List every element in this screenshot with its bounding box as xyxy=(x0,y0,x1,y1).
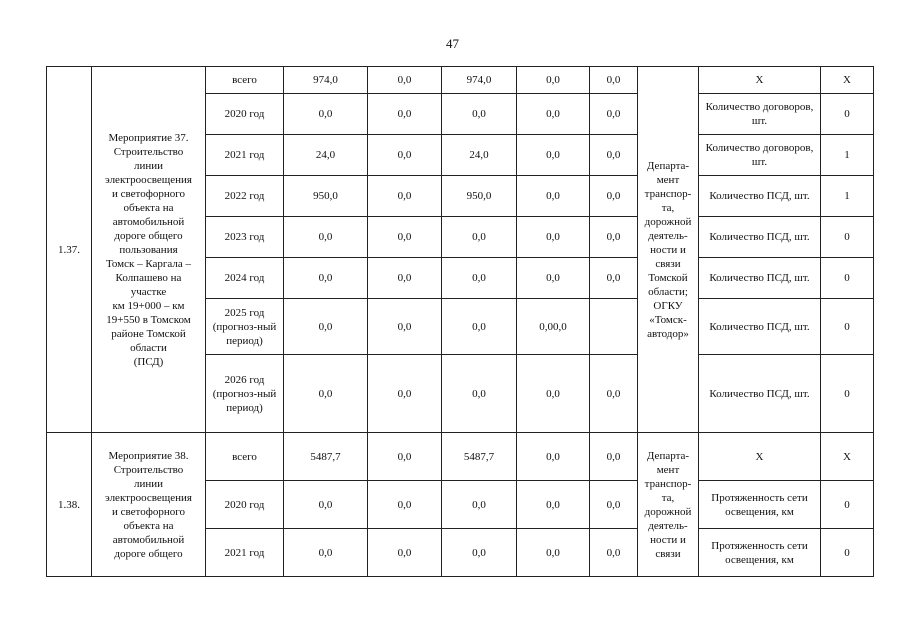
description-line: объекта на xyxy=(123,201,174,214)
local-funding: 0,0 xyxy=(517,135,590,176)
executor-line: ности и xyxy=(650,243,686,256)
indicator-value: 0 xyxy=(821,94,874,135)
regional-funding: 0,0 xyxy=(442,94,517,135)
regional-funding: 0,0 xyxy=(442,355,517,433)
table-body xyxy=(47,67,874,577)
other-funding: 0,0 xyxy=(590,481,638,529)
indicator-name: Количество договоров, шт. xyxy=(699,94,821,135)
total-funding: 24,0 xyxy=(284,135,368,176)
description-line: дороге общего xyxy=(114,229,183,242)
executor-line: мент xyxy=(656,173,680,186)
executor xyxy=(638,67,699,433)
federal-funding: 0,0 xyxy=(368,299,442,355)
description-line: автомобильной xyxy=(112,533,185,546)
indicator-value: 0 xyxy=(821,355,874,433)
period-cell: 2021 год xyxy=(206,135,284,176)
other-funding: 0,0 xyxy=(590,67,638,94)
description-line: пользования xyxy=(119,243,178,256)
federal-funding: 0,0 xyxy=(368,94,442,135)
executor-line: дорожной xyxy=(644,505,692,518)
regional-funding: 0,0 xyxy=(442,217,517,258)
description-line: и светофорного xyxy=(112,187,185,200)
other-funding: 0,0 xyxy=(590,94,638,135)
description-line: районе Томской xyxy=(111,327,186,340)
other-funding: 0,0 xyxy=(590,529,638,577)
description-line: Томск – Каргала – xyxy=(105,257,192,270)
measure-description xyxy=(92,433,206,577)
period-cell: 2022 год xyxy=(206,176,284,217)
regional-funding: 950,0 xyxy=(442,176,517,217)
local-funding: 0,0 xyxy=(517,258,590,299)
federal-funding: 0,0 xyxy=(368,176,442,217)
other-funding: 0,0 xyxy=(590,176,638,217)
regional-funding: 24,0 xyxy=(442,135,517,176)
local-funding: 0,0 xyxy=(517,176,590,217)
other-funding: 0,0 xyxy=(590,355,638,433)
regional-funding: 0,0 xyxy=(442,299,517,355)
description-line: электроосвещения xyxy=(105,491,192,504)
federal-funding: 0,0 xyxy=(368,258,442,299)
indicator-name: Протяженность сети освещения, км xyxy=(699,481,821,529)
executor-line: связи xyxy=(655,257,681,270)
period-cell: 2026 год (прогноз-ный период) xyxy=(206,355,284,433)
indicator-name: Количество ПСД, шт. xyxy=(699,217,821,258)
indicator-value: 1 xyxy=(821,135,874,176)
description-line: Строительство xyxy=(113,463,184,476)
total-funding: 974,0 xyxy=(284,67,368,94)
federal-funding: 0,0 xyxy=(368,433,442,481)
executor-line: дорожной xyxy=(644,215,692,228)
indicator-name: Количество ПСД, шт. xyxy=(699,176,821,217)
description-line: объекта на xyxy=(123,519,174,532)
indicator-value: Х xyxy=(821,67,874,94)
description-line: 19+550 в Томском xyxy=(106,313,191,326)
page-number: 47 xyxy=(446,36,459,51)
period-cell: 2023 год xyxy=(206,217,284,258)
executor-line: деятель- xyxy=(648,229,688,242)
federal-funding: 0,0 xyxy=(368,67,442,94)
total-funding: 0,0 xyxy=(284,529,368,577)
description-line: км 19+000 – км xyxy=(112,299,185,312)
description-line: участке xyxy=(130,285,167,298)
other-funding: 0,0 xyxy=(590,258,638,299)
description-line: дороге общего xyxy=(114,547,183,560)
local-funding: 0,0 xyxy=(517,433,590,481)
executor-line: та, xyxy=(661,201,675,214)
federal-funding: 0,0 xyxy=(368,529,442,577)
total-funding: 0,0 xyxy=(284,299,368,355)
description-line: Строительство xyxy=(113,145,184,158)
local-funding: 0,0 xyxy=(517,355,590,433)
period-cell: всего xyxy=(206,433,284,481)
executor-line: транспор- xyxy=(644,477,692,490)
regional-funding: 0,0 xyxy=(442,481,517,529)
period-cell: 2020 год xyxy=(206,481,284,529)
indicator-name: Х xyxy=(699,67,821,94)
federal-funding: 0,0 xyxy=(368,217,442,258)
indicator-value: 0 xyxy=(821,481,874,529)
period-cell: 2025 год (прогноз-ный период) xyxy=(206,299,284,355)
executor-line: «Томск- xyxy=(649,313,687,326)
table-row xyxy=(47,67,874,94)
period-cell: 2021 год xyxy=(206,529,284,577)
period-cell: 2024 год xyxy=(206,258,284,299)
description-line: области xyxy=(130,341,167,354)
other-funding: 0,0 xyxy=(590,135,638,176)
measure-number: 1.38. xyxy=(47,433,92,577)
local-funding: 0,0 xyxy=(517,67,590,94)
executor-line: автодор» xyxy=(647,327,689,340)
measure-number: 1.37. xyxy=(47,67,92,433)
regional-funding: 974,0 xyxy=(442,67,517,94)
total-funding: 0,0 xyxy=(284,258,368,299)
description-line: и светофорного xyxy=(112,505,185,518)
executor-line: связи xyxy=(655,547,681,560)
indicator-name: Количество договоров, шт. xyxy=(699,135,821,176)
local-funding: 0,0 xyxy=(517,217,590,258)
total-funding: 0,0 xyxy=(284,94,368,135)
total-funding: 0,0 xyxy=(284,355,368,433)
executor-line: ОГКУ xyxy=(653,299,683,312)
description-line: Мероприятие 37. xyxy=(108,131,189,144)
local-funding: 0,0 xyxy=(517,481,590,529)
total-funding: 950,0 xyxy=(284,176,368,217)
total-funding: 0,0 xyxy=(284,481,368,529)
regional-funding: 0,0 xyxy=(442,529,517,577)
indicator-value: 0 xyxy=(821,299,874,355)
table-row xyxy=(47,433,874,481)
period-cell: 2020 год xyxy=(206,94,284,135)
indicator-name: Количество ПСД, шт. xyxy=(699,299,821,355)
other-funding: 0,0 xyxy=(590,217,638,258)
regional-funding: 5487,7 xyxy=(442,433,517,481)
total-funding: 5487,7 xyxy=(284,433,368,481)
indicator-name: Количество ПСД, шт. xyxy=(699,355,821,433)
executor-line: области; xyxy=(648,285,688,298)
measure-description xyxy=(92,67,206,433)
program-table xyxy=(46,66,874,577)
period-cell: всего xyxy=(206,67,284,94)
indicator-value: 1 xyxy=(821,176,874,217)
total-funding: 0,0 xyxy=(284,217,368,258)
federal-funding: 0,0 xyxy=(368,481,442,529)
executor-line: Департа- xyxy=(646,449,690,462)
description-line: (ПСД) xyxy=(133,355,164,368)
indicator-value: 0 xyxy=(821,529,874,577)
indicator-name: Количество ПСД, шт. xyxy=(699,258,821,299)
other-funding: 0,0 xyxy=(590,433,638,481)
executor-line: ности и xyxy=(650,533,686,546)
local-funding: 0,0 xyxy=(517,94,590,135)
description-line: линии xyxy=(133,159,164,172)
description-line: линии xyxy=(133,477,164,490)
local-funding: 0,00,0 xyxy=(517,299,590,355)
executor-line: транспор- xyxy=(644,187,692,200)
executor-line: мент xyxy=(656,463,680,476)
federal-funding: 0,0 xyxy=(368,135,442,176)
executor-line: та, xyxy=(661,491,675,504)
executor-line: Томской xyxy=(648,271,688,284)
executor xyxy=(638,433,699,577)
description-line: электроосвещения xyxy=(105,173,192,186)
indicator-name: Протяженность сети освещения, км xyxy=(699,529,821,577)
indicator-name: Х xyxy=(699,433,821,481)
indicator-value: Х xyxy=(821,433,874,481)
description-line: Колпашево на xyxy=(115,271,182,284)
federal-funding: 0,0 xyxy=(368,355,442,433)
local-funding: 0,0 xyxy=(517,529,590,577)
description-line: автомобильной xyxy=(112,215,185,228)
executor-line: деятель- xyxy=(648,519,688,532)
regional-funding: 0,0 xyxy=(442,258,517,299)
indicator-value: 0 xyxy=(821,258,874,299)
indicator-value: 0 xyxy=(821,217,874,258)
description-line: Мероприятие 38. xyxy=(108,449,189,462)
executor-line: Департа- xyxy=(646,159,690,172)
other-funding xyxy=(590,299,638,355)
